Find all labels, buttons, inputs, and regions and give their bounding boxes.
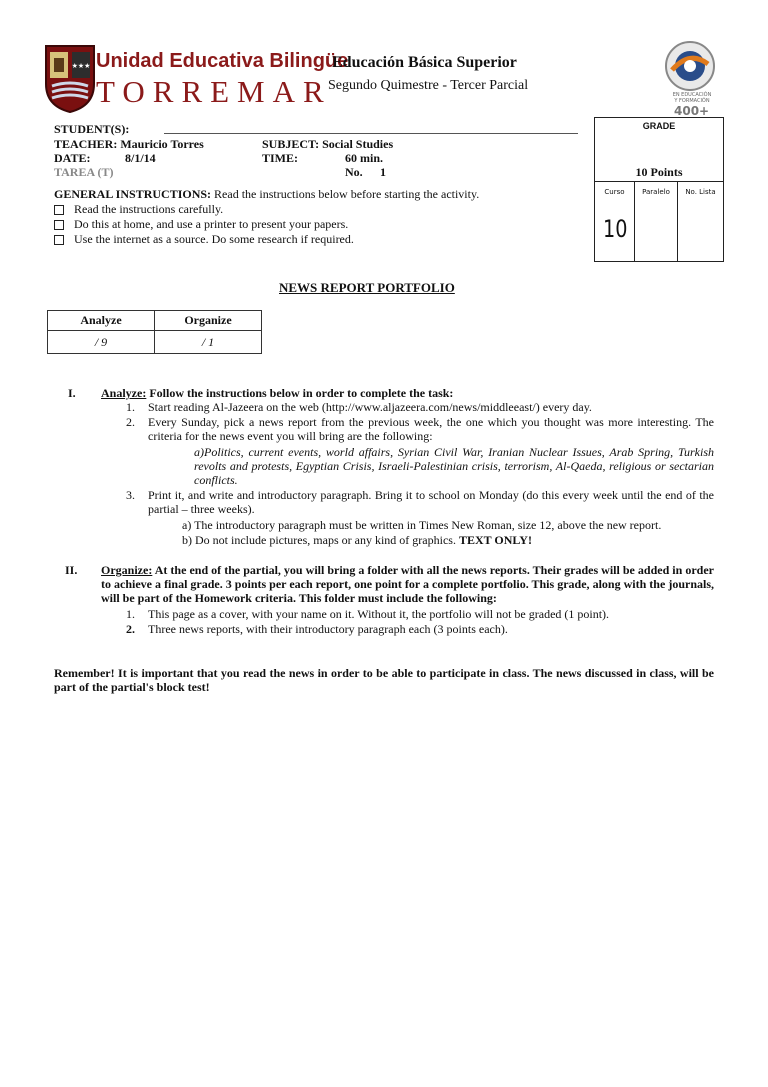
time-value: 60 min. [345,151,384,165]
subject-field: SUBJECT: Social Studies [262,137,394,151]
paralelo-label: Paralelo [642,188,670,196]
part1-numeral: I. [68,386,76,400]
score-table [47,310,262,354]
part1-item-num: 1. [126,400,135,414]
page-title: Educación Básica Superior [332,54,517,71]
part1-item: Print it, and write and introductory paragraph. Bring it to school on Monday (do this every week until the end of the partial – three weeks). [148,488,714,516]
page-subtitle: Segundo Quimestre - Tercer Parcial [328,78,529,93]
part2-item-num: 2. [126,622,135,636]
part1-subitem: b) Do not include pictures, maps or any kind of graphics. TEXT ONLY! [182,533,532,547]
score-header-organize: Organize [155,311,262,331]
seal-text-1: EN EDUCACIÓN [672,92,712,98]
instruction-item: Do this at home, and use a printer to present your papers. [54,217,348,231]
date-value: 8/1/14 [125,151,156,165]
score-header-analyze: Analyze [48,311,155,331]
score-value-analyze: / 9 [48,331,155,354]
school-name: Unidad Educativa Bilingüe [96,50,349,72]
checkbox-icon[interactable] [54,220,64,230]
part1-item: Every Sunday, pick a news report from the previous week, the one which you thought was more interesting. The criteria for the news event you will bring are the following: [148,415,714,443]
part1-subitem: a) The introductory paragraph must be written in Times New Roman, size 12, above the new report. [182,518,662,532]
time-label: TIME: [262,151,298,165]
paralelo-cell [635,181,678,261]
seal-text-2: Y FORMACIÓN [674,98,710,104]
part1-heading: Analyze: Follow the instructions below in order to complete the task: [101,386,454,400]
part1-item-num: 2. [126,415,135,429]
student-label: STUDENT(S): [54,122,130,136]
part2-item: This page as a cover, with your name on it. Without it, the portfolio will not be graded (1 point). [148,607,610,621]
school-wordmark: TORREMAR [96,74,332,109]
score-value-organize: / 1 [155,331,262,354]
curso-label: Curso [604,188,625,196]
nolista-label: No. Lista [685,188,716,196]
checkbox-icon[interactable] [54,205,64,215]
teacher-field: TEACHER: Mauricio Torres [54,137,204,151]
date-label: DATE: [54,151,91,165]
accreditation-seal [656,40,724,120]
instructions-heading: GENERAL INSTRUCTIONS: [54,187,212,201]
number-value: 1 [380,165,386,179]
part2-numeral: II. [65,563,78,577]
part2-item: Three news reports, with their introductory paragraph each (3 points each). [148,622,508,636]
part1-item: Start reading Al-Jazeera on the web (http://www.aljazeera.com/news/middleeast/) every day. [148,400,592,414]
nolista-cell [678,181,723,261]
grade-label: GRADE [642,121,676,131]
student-name-line[interactable] [164,133,578,134]
checkbox-icon[interactable] [54,235,64,245]
section-title: NEWS REPORT PORTFOLIO [279,280,455,295]
seal-number: 400+ [674,104,710,118]
reminder-note: Remember! It is important that you read the news in order to be able to participate in class. The news discussed in class, will be part of the partial's block test! [54,666,714,694]
tarea-label: TAREA (T) [54,165,114,179]
number-label: No. [345,165,363,179]
grade-box [594,117,724,262]
part2-heading: Organize: At the end of the partial, you will bring a folder with all the news reports. Their grades will be added in order to achieve a final grade. 3 points per each report, one point for a complete portfolio. This grade, along with the journals, will be part of the Homework criteria. This folder must include the following: [101,563,715,605]
instruction-item: Use the internet as a source. Do some research if required. [54,232,354,246]
part1-item-num: 3. [126,488,135,502]
instruction-item: Read the instructions carefully. [54,202,223,216]
curso-value: 10 [603,215,628,243]
svg-text:★★★: ★★★ [71,62,91,70]
grade-points: 10 Points [635,165,683,179]
part2-item-num: 1. [126,607,135,621]
instructions-intro: Read the instructions below before starting the activity. [214,187,480,201]
general-instructions [54,187,584,201]
criteria-list: a)Politics, current events, world affairs, Syrian Civil War, Iranian Nuclear Issues, Arab Spring, Turkish revolts and protests, Egyptian Crisis, Israeli-Palestinian crisis, terrorism, Al-Qaeda, religious or sectarian conflicts. [194,445,714,487]
school-logo [44,44,96,114]
